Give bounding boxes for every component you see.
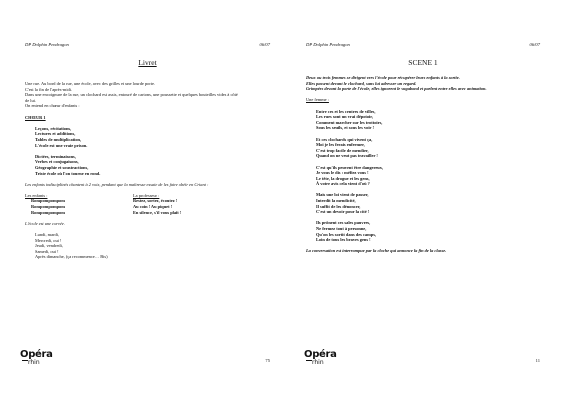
logo-text-top: Opéra <box>304 349 337 360</box>
right-page-title: SCENE 1 <box>408 58 438 67</box>
verse-line: Verbes et conjugaisons, <box>35 159 79 165</box>
column-label: Les enfants : <box>25 192 48 198</box>
verse-line: Géographie et soustractions, <box>35 164 89 170</box>
page-number: 75 <box>265 358 270 363</box>
verse-line: Le tête, la drogue et les gens, <box>316 175 370 181</box>
intro-line: Une rue. Au bord de la rue, une école, avec des grilles et une lourde porte. <box>25 81 156 86</box>
verse-line: Quand on ne veut pas travailler ! <box>316 153 378 159</box>
days-stanza <box>25 232 270 260</box>
verse-line: Dictées, terminaisons, <box>35 153 76 159</box>
verse-line: Triste école où l'on tourne en rond. <box>35 170 101 176</box>
page-number: 11 <box>535 358 540 363</box>
logo-text-top: Opéra <box>20 349 53 360</box>
column-line: Au coin ! Au piquet ! <box>133 204 173 210</box>
verse-line: Mercredi, oui ! <box>35 237 62 243</box>
verse-line: Il suffit de les dénoncer, <box>316 203 361 209</box>
logo-text-bottom: rhin <box>28 359 40 366</box>
column-line: En silence, s'il vous plaît ! <box>133 209 182 215</box>
verse-line: Les rues sont un vrai dépotoir, <box>316 114 373 120</box>
verse-line: Entre ces et les centres de villes, <box>316 108 376 114</box>
verse-line: Samedi, oui ! <box>35 248 59 254</box>
intro-line: Dans une encoignure de la rue, un clochard est assis, entouré de cartons, une poussette et quelques bouteilles vides à côté <box>25 92 238 98</box>
verse-line: Jeudi, vendredi, <box>35 243 63 249</box>
verse-line: Ne fermez tout à personne, <box>316 226 367 232</box>
stanza <box>306 220 540 242</box>
stage-direction: L'école est une corvée. <box>25 220 65 226</box>
verse-line: À votre avis cela vient d'où ? <box>316 181 370 187</box>
right-page <box>284 0 568 400</box>
left-page <box>0 0 284 400</box>
stanza <box>306 165 540 187</box>
logo-text-bottom: rhin <box>312 359 324 366</box>
column-line: Restez, sortez, écoutez ! <box>133 198 178 204</box>
stage-direction: Les enfants indisciplinés chantent à 2 voix, pendant que la maîtresse essaie de les faire obéir en Criant : <box>25 181 209 187</box>
stanza <box>306 192 540 214</box>
choir-label: CHŒUR 1 <box>25 114 46 120</box>
teacher-column <box>133 193 270 215</box>
verse-line: Mais une loi vient de passer, <box>316 192 369 198</box>
dialogue-columns <box>25 193 270 215</box>
verse-line: Interdit la mendicité, <box>316 198 356 204</box>
column-line: Rompompompom <box>31 209 65 215</box>
children-column <box>25 193 133 215</box>
left-header-number: 06/07 <box>259 42 270 47</box>
column-line: Rompompompom <box>31 204 65 210</box>
stanza <box>306 137 540 159</box>
column-line: Rompompompom <box>31 198 65 204</box>
verse-line: Lundi, mardi, <box>35 232 60 238</box>
verse-line: Moi je les ferais enfermer, <box>316 142 365 148</box>
verse-line: C'est un devoir pour la cité ! <box>316 209 370 215</box>
speaker-label: Une femme : <box>306 97 329 103</box>
left-page-title: Livret <box>138 58 157 67</box>
stanza <box>306 109 540 131</box>
stage-direction: Grimpées devant la porte de l'école, elles ignorent le vagabond et parlent entre elles avec animation. <box>306 86 487 92</box>
stanza-1 <box>25 126 270 148</box>
intro-line: On entend en chœur d'enfants : <box>25 103 80 109</box>
verse-line: Après dimanche, (ça recommence… Bis) <box>35 254 108 260</box>
verse-line: Ils prônent ces sales pauvres, <box>316 220 371 226</box>
intro-line: de lui. <box>25 97 36 103</box>
verse-line: Comment marcher sur les trottoirs, <box>316 119 383 125</box>
opera-logo <box>20 349 56 371</box>
left-header-title: DP Dolphin Pendragon <box>25 42 69 47</box>
right-header-number: 06/07 <box>529 42 540 47</box>
verse-line: Je vous le dis : méfiez vous ! <box>316 170 369 176</box>
stage-direction: La conversation est interrompue par la cloche qui annonce la fin de la classe. <box>306 248 447 254</box>
verse-line: Loin de tous les braves gens ! <box>316 237 371 243</box>
left-page-body <box>25 81 270 260</box>
stage-direction: Deux ou trois femmes se dirigent vers l'école pour récupérer leurs enfants à la sortie. <box>306 75 460 80</box>
intro-line: C'est la fin de l'après-midi. <box>25 86 73 92</box>
column-label: La professeur : <box>133 192 160 198</box>
verse-line: Sous les seuils, et sous les voir ! <box>316 125 374 131</box>
verse-line: Qu'on les sortit dans des camps, <box>316 231 377 237</box>
right-page-body <box>306 75 540 254</box>
verse-line: Tables de multiplication, <box>35 136 82 142</box>
verse-line: Lectures et additions, <box>35 131 76 137</box>
verse-line: C'est trop facile de mendier, <box>316 147 369 153</box>
opera-logo <box>304 349 340 371</box>
verse-line: C'est qu'ils peuvent être dangereux, <box>316 164 384 170</box>
right-header-title: DP Dolphin Pendragon <box>306 42 350 47</box>
stanza-2 <box>25 154 270 176</box>
stage-direction: Elles passent devant le clochard, sans lui adresser un regard. <box>306 80 417 86</box>
verse-line: Leçons, récitations, <box>35 125 72 131</box>
verse-line: Et ces clochards qui vivent ça, <box>316 136 373 142</box>
verse-line: L'école est une vraie prison. <box>35 142 88 148</box>
